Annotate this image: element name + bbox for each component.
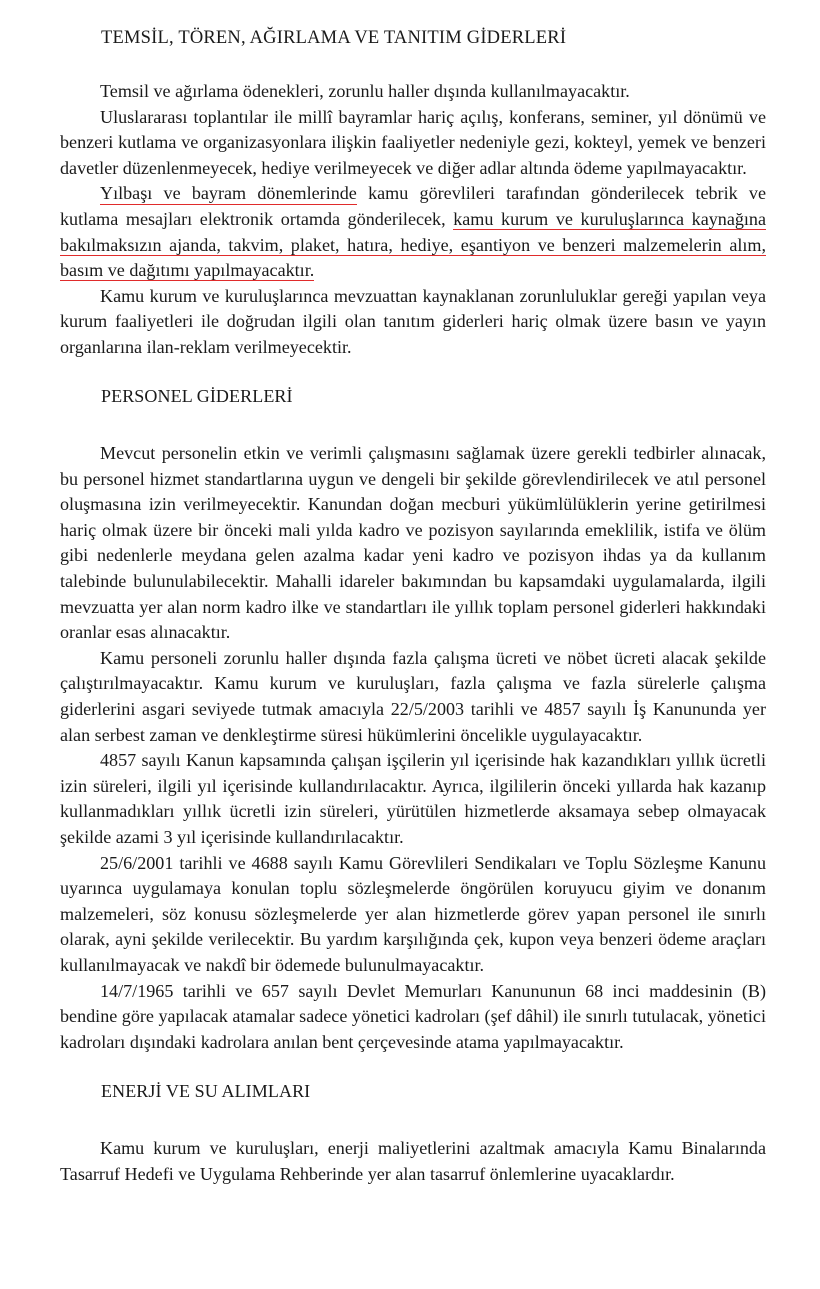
paragraph-ilan-reklam: Kamu kurum ve kuruluşlarınca mevzuattan kaynaklanan zorunluluklar gereği yapılan veya kurum faaliyetleri ile doğrudan ilgili olan tanıtım giderleri hariç olmak üzere basın ve yayın organlarına ilan-reklam verilmeyecektir. <box>60 285 766 357</box>
red-underline-segment-malzeme-alim: kamu kurum ve kuruluşlarınca kaynağına bakılmaksızın ajanda, takvim, plaket, hatıra, hediye, eşantiyon ve benzeri malzemelerin alım, basım ve dağıtımı yapılmayacaktır. <box>60 208 766 281</box>
spacer <box>60 361 766 387</box>
paragraph-yillik-izin: 4857 sayılı Kanun kapsamında çalışan işçilerin yıl içerisinde hak kazandıkları yıllık ücretli izin süreleri, ilgili yıl içerisinde kullandırılacaktır. Ayrıca, ilgililerin önceki yıllarda hak kazanıp kullanmadıkları yıllık ücretli izin süreleri, yürütülen hizmetlerde aksamaya sebep olmayacak şekilde azami 3 yıl içerisinde kullandırılacaktır. <box>60 750 766 847</box>
paragraph-fazla-calisma: Kamu personeli zorunlu haller dışında fazla çalışma ücreti ve nöbet ücreti alacak şekilde çalıştırılmayacaktır. Kamu kurum ve kuruluşları, fazla çalışma ve fazla sürelerle çalışma giderlerini asgari seviyede tutmak amacıyla 22/5/2003 tarihli ve 4857 sayılı İş Kanununda yer alan serbest zaman ve denkleştirme süresi hükümlerini öncelikle uygulayacaktır. <box>60 647 766 745</box>
paragraph-mevcut-personel: Mevcut personelin etkin ve verimli çalışmasını sağlamak üzere gerekli tedbirler alınacak, bu personel hizmet standartlarına uygun ve dengeli bir şekilde görevlendirilecek ve atıl personel oluşmasına izin verilmeyecektir. Kanundan doğan mecburi yükümlülüklerin yerine getirilmesi hariç olmak üzere bir önceki mali yılda kadro ve pozisyon sayılarında emeklilik, istifa ve ölüm gibi nedenlerle meydana gelen azalma kadar yeni kadro ve pozisyon ihdas ya da kullanım talebinde bulunulabilecektir. Mahalli idareler bakımından bu kapsamdaki uygulamalarda, ilgili mevzuatta yer alan norm kadro ilke ve standartları ile yıllık toplam personel giderleri hakkındaki oranlar esas alınacaktır. <box>60 443 766 643</box>
paragraph-yilbasi-bayram-annotated <box>60 181 766 283</box>
spacer <box>60 407 766 441</box>
red-underline-segment-yilbasi: Yılbaşı ve bayram dönemlerinde <box>100 183 357 204</box>
spacer <box>60 1055 766 1081</box>
page-title: TEMSİL, TÖREN, AĞIRLAMA VE TANITIM GİDERLERİ <box>101 28 567 48</box>
document-body <box>60 26 766 1187</box>
section-heading-personel-giderleri: PERSONEL GİDERLERİ <box>101 386 293 407</box>
paragraph-devlet-memurlari-68b: 14/7/1965 tarihli ve 657 sayılı Devlet Memurları Kanununun 68 inci maddesinin (B) bendine göre yapılacak atamalar sadece yönetici kadroları (şef dâhil) ile sınırlı tutulacak, yönetici kadroları dışındaki kadrolara anılan bent çerçevesinde atama yapılmayacaktır. <box>60 980 766 1052</box>
paragraph-uluslararasi-toplantilar: Uluslararası toplantılar ile millî bayramlar hariç açılış, konferans, seminer, yıl dönümü ve benzeri kutlama ve organizasyonlara ilişkin faaliyetler nedeniyle gezi, kokteyl, yemek ve benzeri davetler düzenlenmeyecek, hediye verilmeyecek ve diğer adlar altında ödeme yapılmayacaktır. <box>60 106 766 178</box>
spacer <box>60 1102 766 1136</box>
paragraph-toplu-sozlesme: 25/6/2001 tarihli ve 4688 sayılı Kamu Görevlileri Sendikaları ve Toplu Sözleşme Kanunu uyarınca uygulamaya konulan toplu sözleşmelerde öngörülen koruyucu giyim ve donanım malzemeleri, söz konusu sözleşmelerde yer alan hizmetlerde görev yapan personel ile sınırlı olarak, ayni şekilde verilecektir. Bu yardım karşılığında çek, kupon veya benzeri ödeme araçları kullanılmayacak ve nakdî bir ödemede bulunulmayacaktır. <box>60 852 766 975</box>
section-heading-enerji-su-alimlari: ENERJİ VE SU ALIMLARI <box>101 1080 311 1101</box>
paragraph-enerji-maliyetleri: Kamu kurum ve kuruluşları, enerji maliyetlerini azaltmak amacıyla Kamu Binalarında Tasarruf Hedefi ve Uygulama Rehberinde yer alan tasarruf önlemlerine uyacaklardır. <box>60 1137 766 1184</box>
plain-segment-kamu-gorevlileri: kamu görevlileri tarafından gönderilecek tebrik ve kutlama mesajları elektronik ortamda gönderilecek, <box>60 183 766 229</box>
paragraph-temsil-odenekleri: Temsil ve ağırlama ödenekleri, zorunlu haller dışında kullanılmayacaktır. <box>100 80 630 101</box>
